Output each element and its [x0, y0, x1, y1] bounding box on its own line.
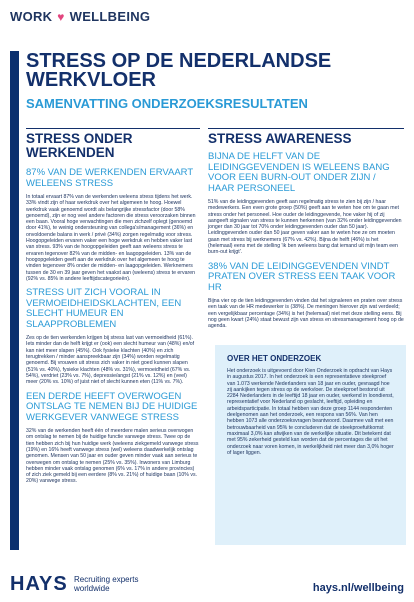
- right-paragraph-2: Bijna vier op de tien leidinggevenden vinden dat het signaleren en praten over stress een taak van de HR medewerker is (38%). De meningen hierover zijn wat verdeeld; een vergelijkbaar percentage (34%) is het (helemaal) niet met deze stelling eens. Bij nog geen kwart (24%) staat bewust zijn van stress en stressmanagement hoog op de agenda.: [208, 298, 404, 330]
- page-subtitle: SAMENVATTING ONDERZOEKSRESULTATEN: [26, 96, 308, 111]
- left-accent-bar: [10, 51, 19, 550]
- right-quote-1: BIJNA DE HELFT VAN DE LEIDINGGEVENDEN IS WELEENS BANG VOOR EEN BURN-OUT ONDER ZIJN / HAAR PERSONEEL: [208, 151, 390, 194]
- left-column: [26, 128, 200, 489]
- research-info-box: [215, 345, 406, 545]
- left-quote-3: EEN DERDE HEEFT OVERWOGEN ONTSLAG TE NEMEN BIJ DE HUIDIGE WERKGEVER VANWEGE STRESS: [26, 390, 198, 423]
- brand-left: WORK: [10, 9, 53, 24]
- hays-logo: HAYS: [10, 573, 68, 595]
- right-section-heading: STRESS AWARENESS: [208, 128, 404, 146]
- brand-right: WELLBEING: [69, 9, 151, 24]
- right-quote-2: 38% VAN DE LEIDINGGEVENDEN VINDT PRATEN OVER STRESS EEN TAAK VOOR HR: [208, 260, 396, 293]
- tagline-line-1: Recruiting experts: [74, 575, 139, 584]
- footer-tagline: [74, 575, 138, 593]
- footer-url-link[interactable]: hays.nl/wellbeing: [312, 582, 404, 594]
- tagline-line-2: worldwide: [74, 584, 110, 593]
- research-box-text: Het onderzoek is uitgevoerd door Kien Onderzoek in opdracht van Hays in augustus 2017. In het onderzoek is een representatieve steekproef van 1.073 werkende Nederlanders van 18 jaar en ouder, gevraagd hoe zij aankijken tegen stress op de werkvloer. De steekproef bestond uit 2284 Nederlanders in de leeftijd 18 jaar en ouder, werkend in loondienst, representatief voor Nederland op geslacht, leeftijd, opleiding en arbeidsparticipatie. In totaal hebben van deze groep 1144 respondenten deelgenomen aan het onderzoek, een respons van 56%. Van hen hebben 1073 alle onderzoeksvragen beantwoord. Daarmee valt met een betrouwbaarheid van 95% te concluderen dat de steekproefuitkomst maximaal 3,0% kan afwijken van de werkelijke situatie. Dit betekent dat met 95% zekerheid gesteld kan worden dat de percentages die uit het onderzoek naar voren komen, in werkelijkheid niet meer dan 3,0% hoger of lager liggen.: [227, 368, 394, 456]
- right-paragraph-1: 51% van de leidinggevenden geeft aan regelmatig stress te zien bij zijn / haar medewerkers. Een even grote groep (50%) geeft aan te weten hoe om te gaan met stress onder het personeel. Hoe ouder de leidinggevende, hoe vaker hij of zij aangeeft signalen van stress te kunnen herkennen (van 32% onder leidinggevenden jonger dan 30 jaar tot 70% onder leidinggevenden ouder dan 50 jaar). Leidinggevenden ouder dan 50 jaar geven vaker aan te weten hoe ze om moeten gaan met stress bij werknemers (67% vs. 42%). Bijna de helft (46%) is het (helemaal) eens met de stelling 'ik ben weleens bang dat iemand uit mijn team een burn-out krijgt'.: [208, 199, 402, 256]
- left-paragraph-3: 32% van de werkenden heeft één of meerdere malen serieus overwogen om ontslag te nemen bij de huidige functie vanwege stress. Twee op de tien hebben zich bij hun huidige werk (weleens ziekgemeld vanwege stress (19%) en 16% heeft vanwege stress (wel) weleens daadwerkelijk ontslag genomen. Mensen van 50 jaar en ouder geven minder vaak aan serieus te overwegen om ontslag te nemen (25% vs. 35%). Inwoners van Limburg hebben minder vaak ontslag genomen (6% vs. 17% in andere provincies) of zich ziek gemeld bij een eerdere (8% vs. 21%) of huidige baan (10% vs. 20%) vanwege stress.: [26, 428, 199, 485]
- right-column: [208, 128, 404, 334]
- heart-icon: ♥: [57, 10, 65, 24]
- left-paragraph-2: Zes op de tien werkenden krijgen bij stress last van vermoeidheid (61%). Iets minder dan de helft krijgt er (ook) een slecht humeur van (48%) en/of kan niet meer slapen (45%). Ook fysieke klachten (40%) en zich terugtrekken / minder aanspreekbaar zijn (34%) worden regelmatig genoemd. Bij vrouwen uit stress zich vaker in niet goed kunnen slapen (51% vs. 40%), fysieke klachten (48% vs. 31%), vermoeidheid (67% vs. 54%), verdriet (23% vs. 7%), depressie/angst (21% vs. 12%) en (veel) meer (20% vs. 10%) of juist niet of slecht kunnen eten (11% vs. 7%).: [26, 335, 195, 386]
- left-paragraph-1: In totaal ervaart 87% van de werkenden weleens stress tijdens het werk. 33% vindt zijn of haar werkdruk over het algemeen te hoog. Hoewel werkdruk vaak genoemd wordt als belangrijke stressfactor (door 58% genoemd), zijn er nog veel andere factoren die stress veroorzaken binnen een baan. Vooral hoge verwachtingen die men zichzelf oplegt (genoemd door 41%), te weinig ondersteuning van collega's/management (36%) en onvoldoende balans in werk / privé (34%) zorgen regelmatig voor stress. Hoogopgeleiden ervaren vaker een hoge werkdruk en hebben vaker last van stress. 93% van de hoogopgeleiden geeft aan weleens stress te ervaren tegenover 82% van de midden- en laagopgeleiden. 13% van de hoogopgeleiden geeft aan de werkdruk over het algemeen te hoog te vinden tegenover 8% onder de midden- en laagopgeleiden. Werknemers tussen de 30 en 39 jaar geven het vaakst aan (weleens) stress te ervaren (92% vs. 85% in andere leeftijdscategorieën).: [26, 194, 196, 282]
- header-bar: [0, 0, 414, 40]
- left-quote-2: STRESS UIT ZICH VOORAL IN VERMOEIDHEIDSKLACHTEN, EEN SLECHT HUMEUR EN SLAAPPROBLEMEN: [26, 287, 182, 330]
- page-title: STRESS OP DE NEDERLANDSE WERKVLOER: [26, 50, 332, 91]
- left-quote-1: 87% VAN DE WERKENDEN ERVAART WELEENS STRESS: [26, 167, 194, 189]
- left-section-heading: STRESS ONDER WERKENDEN: [26, 128, 200, 160]
- research-box-heading: OVER HET ONDERZOEK: [227, 354, 322, 363]
- brand-title: [10, 9, 150, 24]
